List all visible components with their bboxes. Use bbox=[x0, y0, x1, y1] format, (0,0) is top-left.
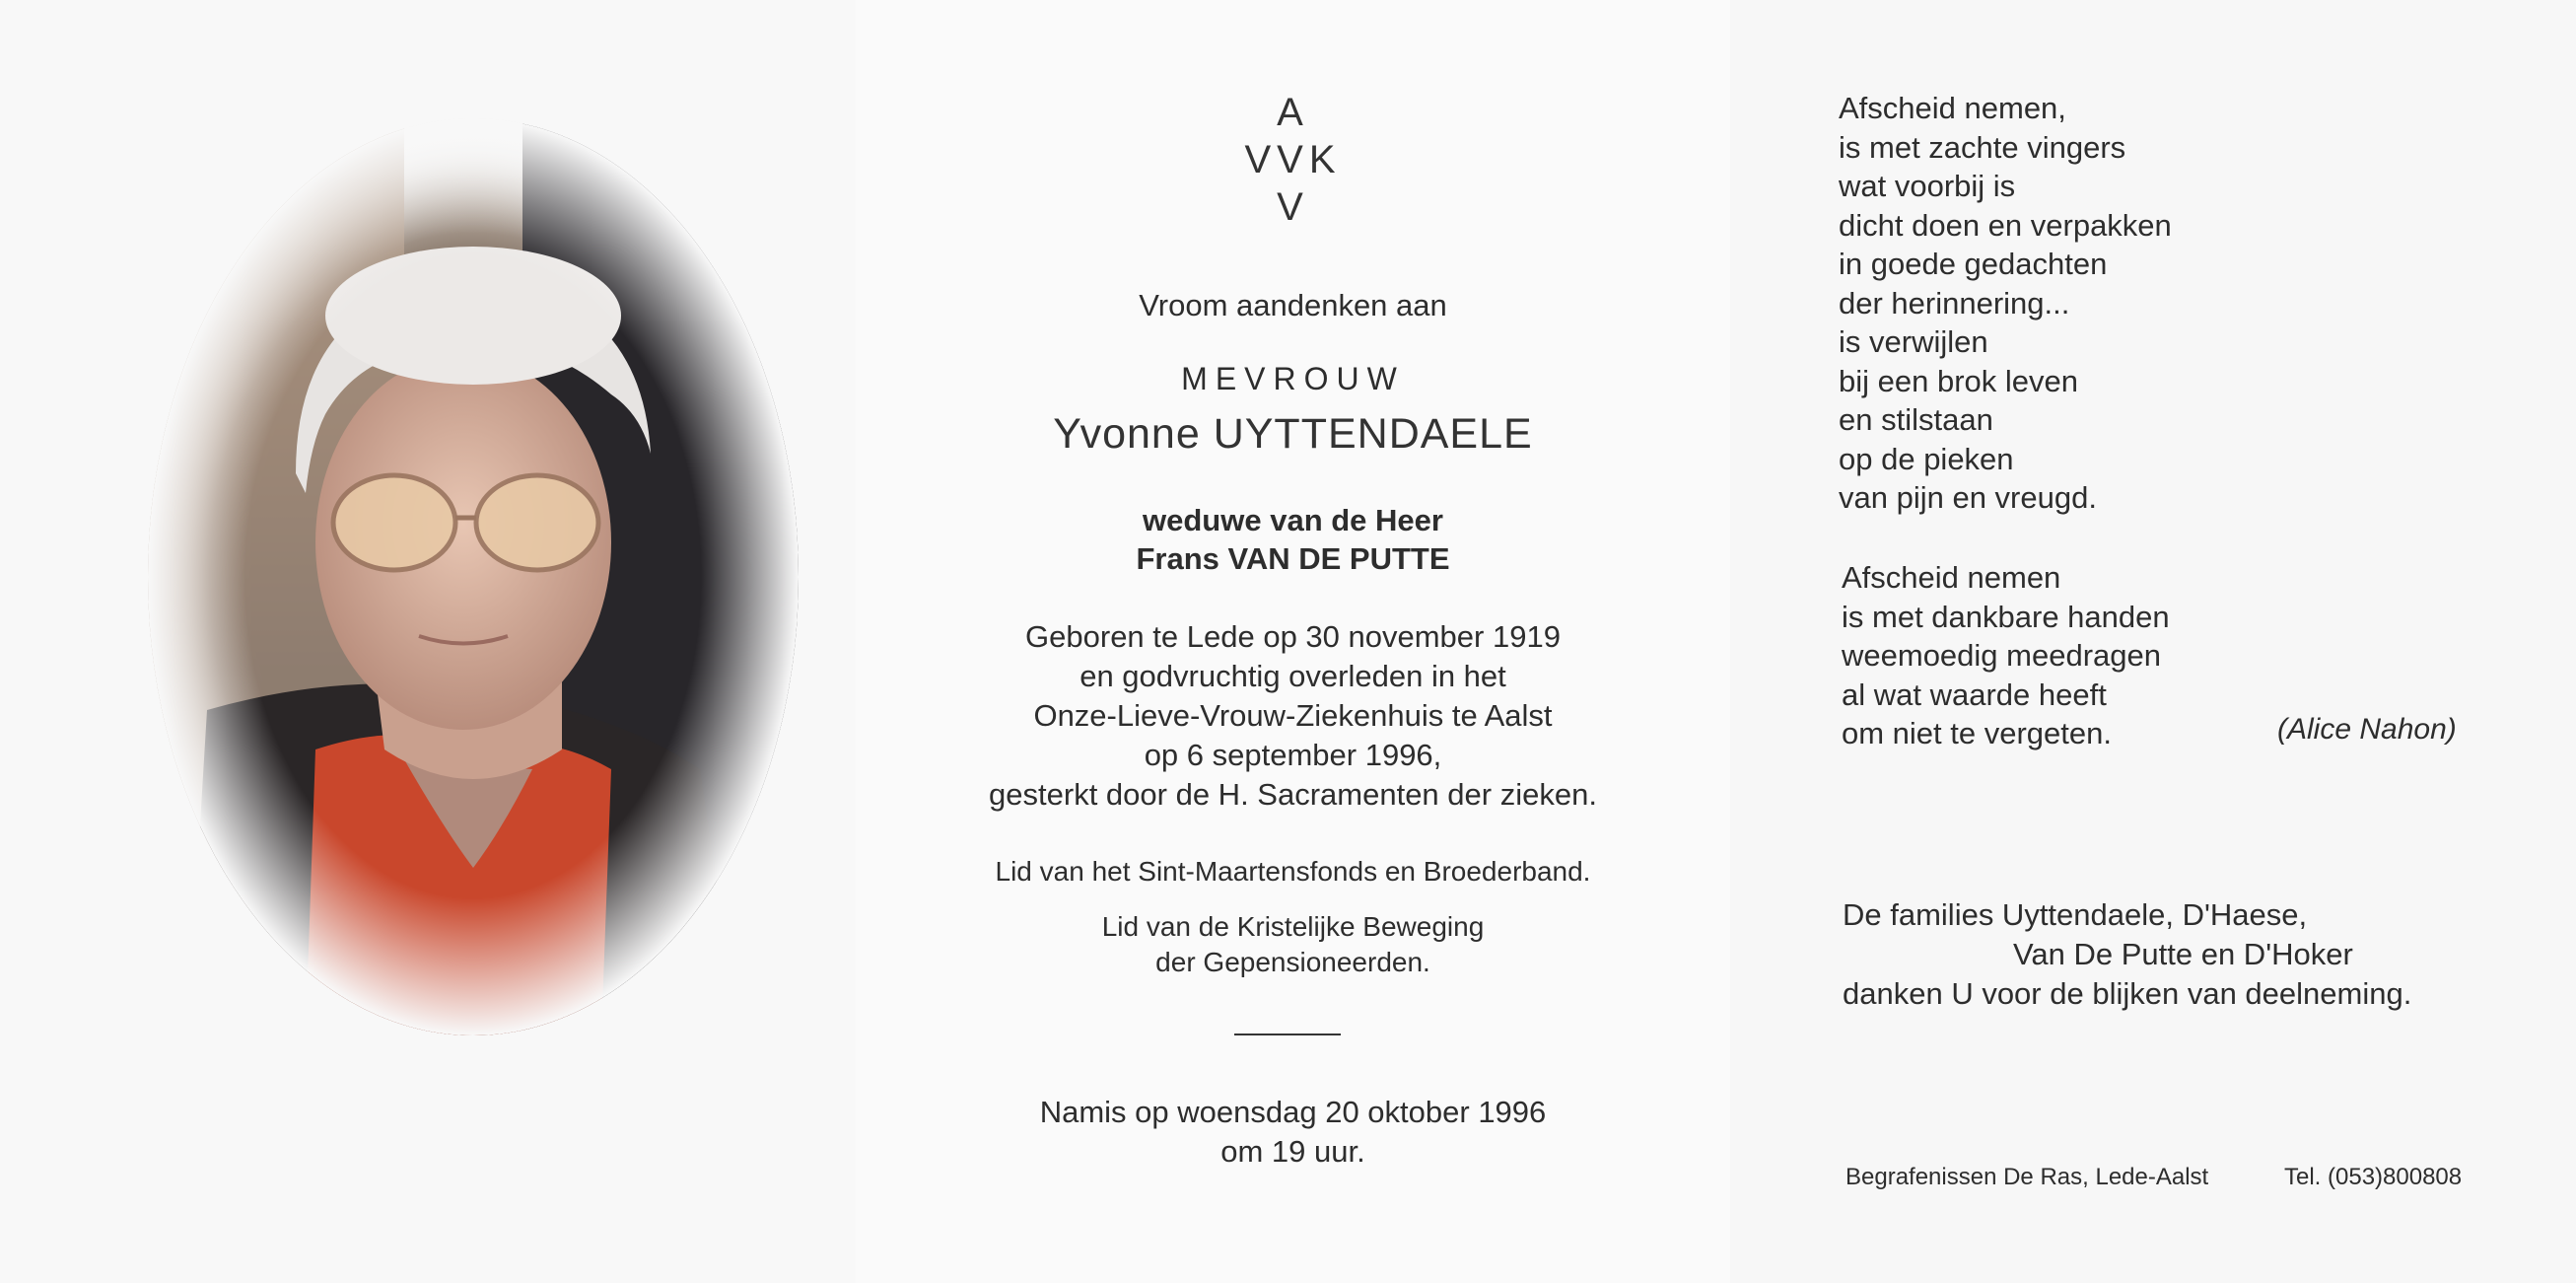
spouse-name: Frans VAN DE PUTTE bbox=[1136, 541, 1450, 576]
poem-stanza bbox=[1842, 558, 2170, 753]
photo-panel bbox=[0, 0, 856, 1283]
membership-line: Lid van het Sint-Maartensfonds en Broederband. bbox=[995, 856, 1591, 887]
bio-line: Onze-Lieve-Vrouw-Ziekenhuis te Aalst bbox=[1033, 698, 1553, 733]
poem-line: bij een brok leven bbox=[1839, 363, 2078, 398]
poem-line: weemoedig meedragen bbox=[1842, 638, 2161, 673]
widow-line: weduwe van de Heer bbox=[1143, 503, 1443, 537]
thanks-note bbox=[1843, 895, 2411, 1014]
membership-block bbox=[856, 909, 1730, 980]
poem-line: op de pieken bbox=[1839, 441, 2014, 476]
honorific: MEVROUW bbox=[1181, 361, 1405, 396]
portrait-photo bbox=[148, 118, 799, 1035]
text-panel bbox=[856, 0, 1730, 1283]
funeral-line: om 19 uur. bbox=[1220, 1134, 1365, 1169]
poem-line: Afscheid nemen bbox=[1842, 560, 2061, 595]
cross-bottom: V bbox=[1277, 185, 1309, 229]
poem-line: is verwijlen bbox=[1839, 324, 1988, 359]
funeral-line: Namis op woensdag 20 oktober 1996 bbox=[1039, 1095, 1547, 1129]
poem-line: en stilstaan bbox=[1839, 402, 1993, 437]
bio-line: en godvruchtig overleden in het bbox=[1079, 659, 1506, 693]
portrait-illustration bbox=[148, 118, 799, 1035]
thanks-line: Van De Putte en D'Hoker bbox=[2013, 937, 2353, 971]
poem-line: al wat waarde heeft bbox=[1842, 677, 2107, 712]
thanks-line: De families Uyttendaele, D'Haese, bbox=[1843, 897, 2308, 932]
poem-panel bbox=[1730, 0, 2576, 1283]
undertaker-name: Begrafenissen De Ras, Lede-Aalst bbox=[1845, 1164, 2209, 1190]
intro-text: Vroom aandenken aan bbox=[1139, 288, 1447, 322]
poem-line: dicht doen en verpakken bbox=[1839, 207, 2172, 243]
bio-line: gesterkt door de H. Sacramenten der zieken. bbox=[989, 777, 1597, 812]
deceased-name: Yvonne UYTTENDAELE bbox=[1053, 410, 1533, 458]
poem-author: (Alice Nahon) bbox=[2277, 713, 2457, 746]
cross-top: A bbox=[1277, 91, 1309, 134]
bio-line: op 6 september 1996, bbox=[1144, 738, 1442, 772]
thanks-line: danken U voor de blijken van deelneming. bbox=[1843, 976, 2412, 1011]
membership-line: der Gepensioneerden. bbox=[1155, 947, 1430, 977]
undertaker-phone: Tel. (053)800808 bbox=[2284, 1164, 2463, 1190]
poem-line: Afscheid nemen, bbox=[1839, 91, 2066, 125]
funeral-notice bbox=[856, 1093, 1730, 1172]
biography bbox=[856, 617, 1730, 815]
poem-line: der herinnering... bbox=[1839, 285, 2070, 321]
poem-stanza bbox=[1839, 89, 2172, 518]
cross-middle: VVK bbox=[1244, 138, 1342, 181]
poem-line: van pijn en vreugd. bbox=[1839, 480, 2097, 515]
poem-line: in goede gedachten bbox=[1839, 247, 2108, 281]
bio-line: Geboren te Lede op 30 november 1919 bbox=[1025, 619, 1561, 654]
poem-line: is met zachte vingers bbox=[1839, 129, 2126, 165]
membership-line: Lid van de Kristelijke Beweging bbox=[1101, 911, 1485, 942]
poem-line: is met dankbare handen bbox=[1842, 599, 2170, 634]
poem-line: om niet te vergeten. bbox=[1842, 716, 2112, 750]
divider bbox=[1234, 1034, 1341, 1035]
poem-line: wat voorbij is bbox=[1839, 169, 2016, 203]
